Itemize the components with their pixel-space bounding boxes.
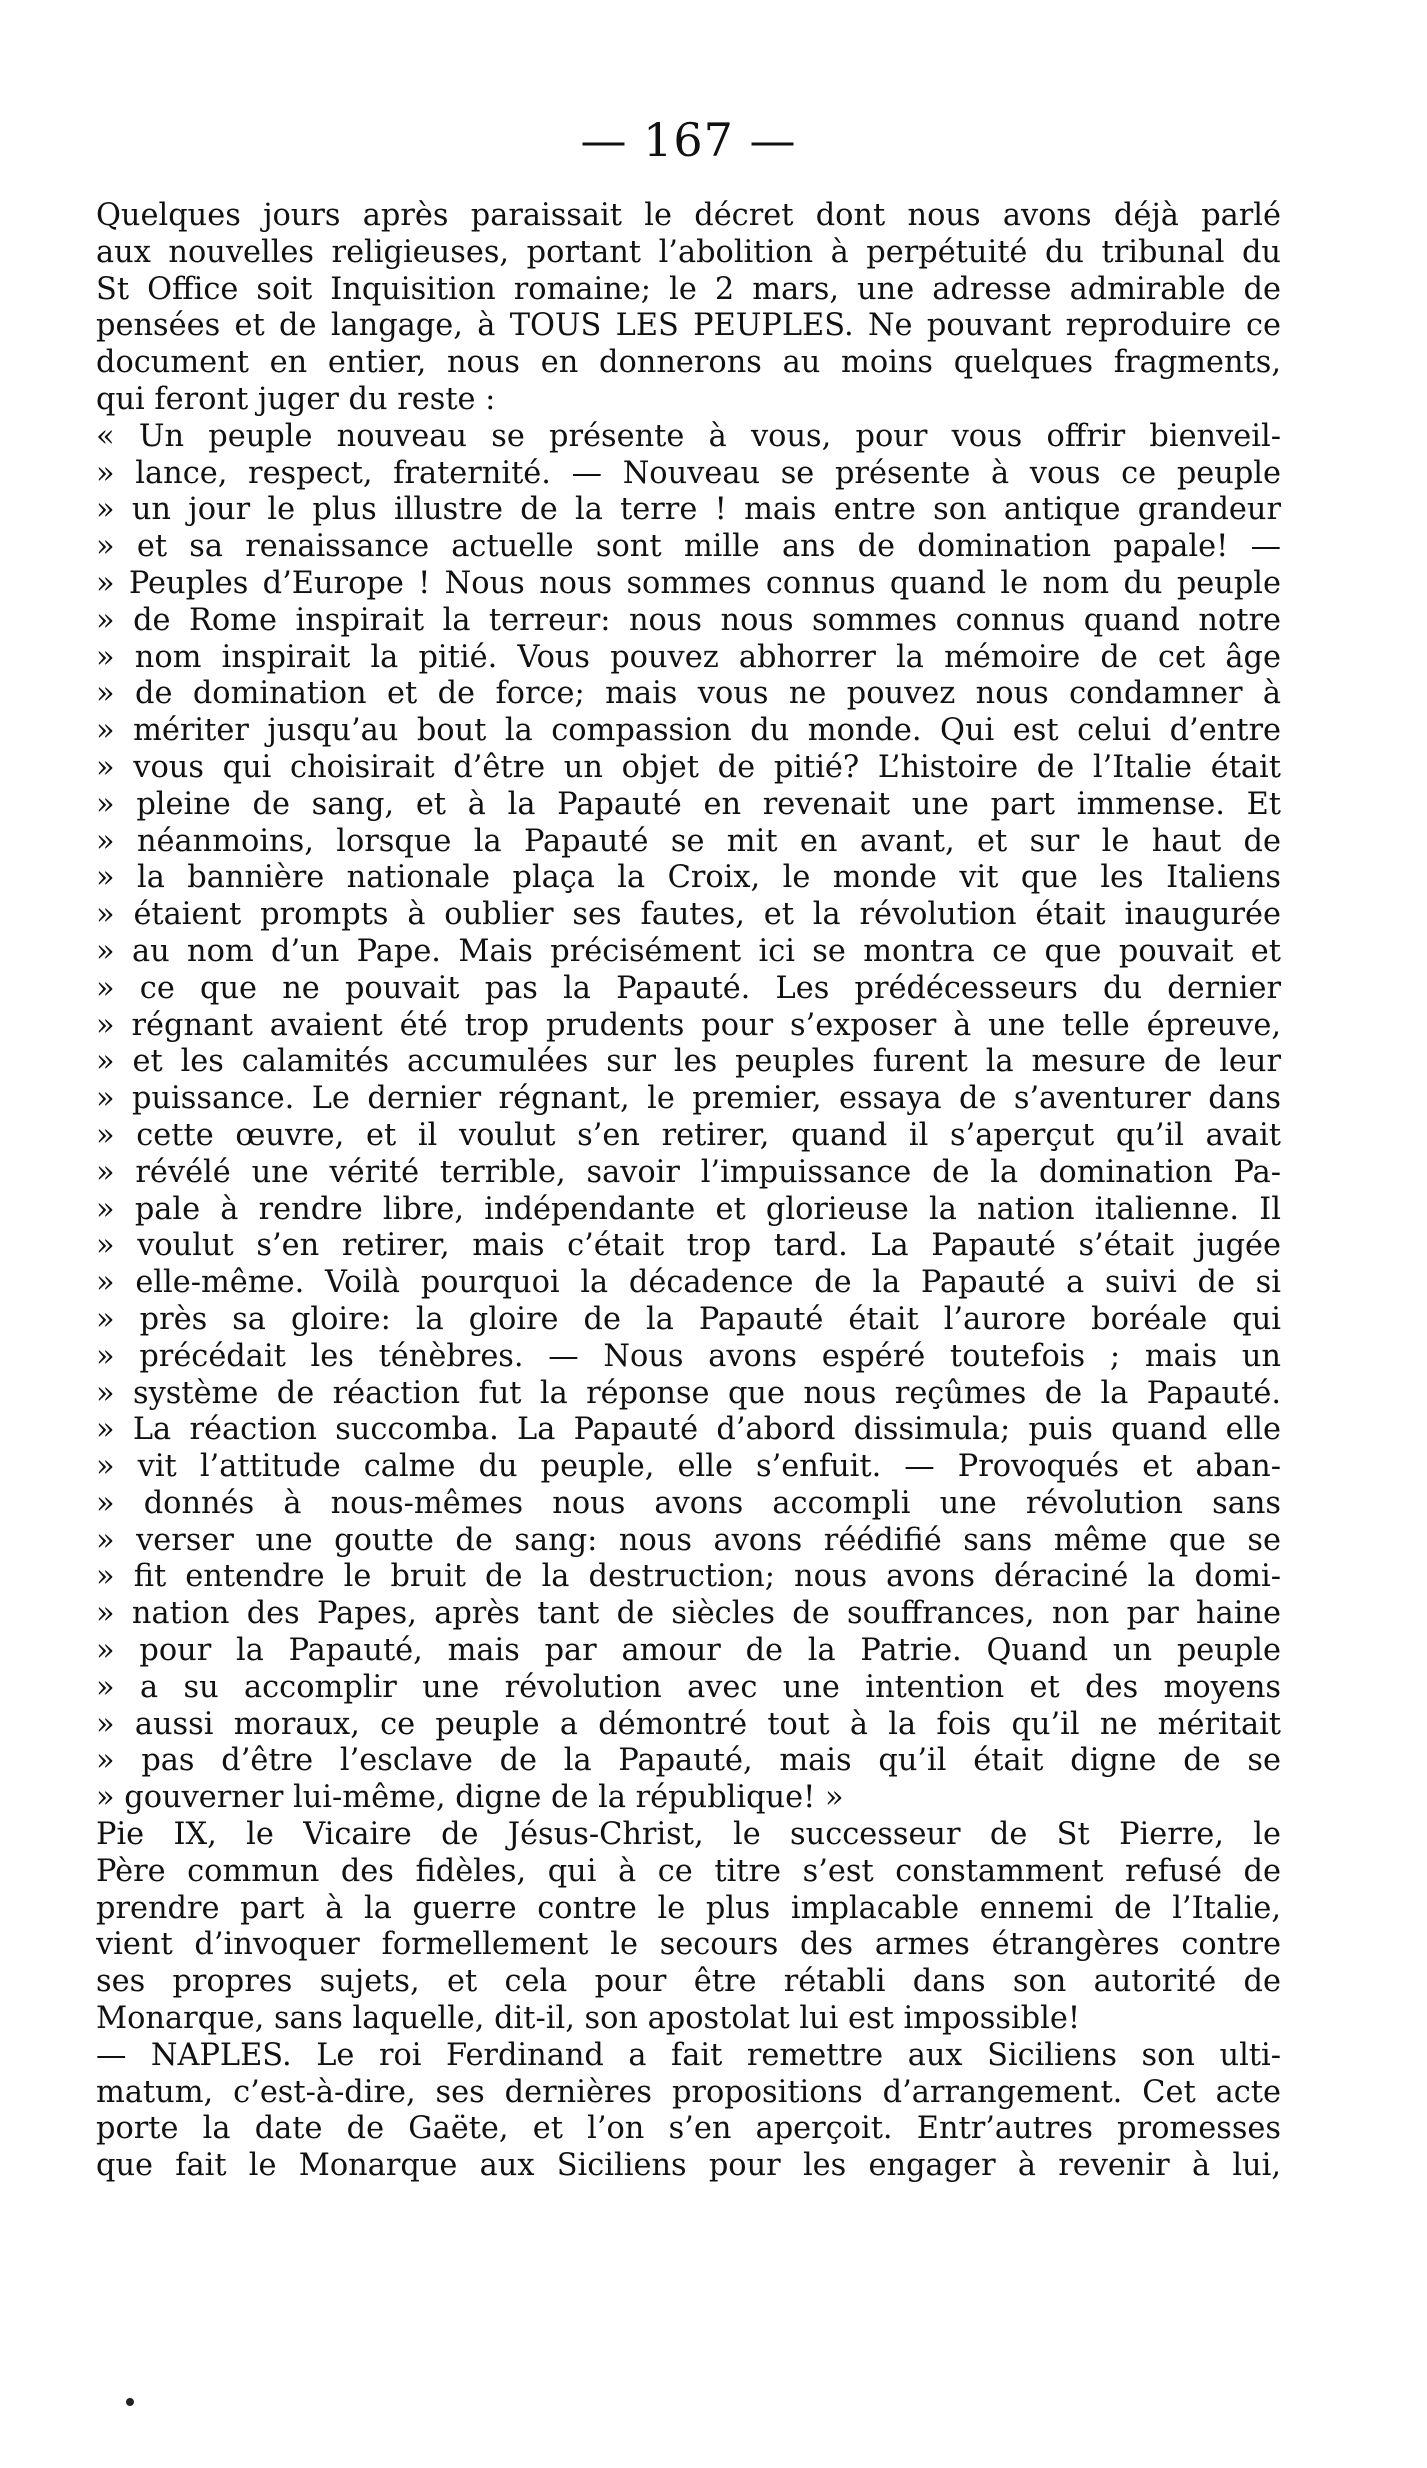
text-line: » pleine de sang, et à la Papauté en revenait une part immense. Et [96, 786, 1281, 822]
text-line: Quelques jours après paraissait le décret dont nous avons déjà parlé [96, 198, 1281, 233]
text-line: prendre part à la guerre contre le plus implacable ennemi de l’Italie, [96, 1890, 1281, 1926]
text-line: vient d’invoquer formellement le secours des armes étrangères contre [96, 1927, 1281, 1963]
text-line: St Office soit Inquisition romaine; le 2 mars, une adresse admirable de [96, 271, 1281, 307]
text-line: matum, c’est-à-dire, ses dernières propositions d’arrangement. Cet acte [96, 2074, 1281, 2110]
text-line: » pale à rendre libre, indépendante et glorieuse la nation italienne. Il [96, 1191, 1281, 1227]
text-line: pensées et de langage, à TOUS LES PEUPLES. Ne pouvant reproduire ce [96, 308, 1281, 344]
body-text [96, 198, 1281, 2185]
text-line: » ce que ne pouvait pas la Papauté. Les prédécesseurs du dernier [96, 970, 1281, 1006]
text-line: » aussi moraux, ce peuple a démontré tout à la fois qu’il ne méritait [96, 1706, 1281, 1742]
text-line: » près sa gloire: la gloire de la Papauté était l’aurore boréale qui [96, 1301, 1281, 1337]
text-line: « Un peuple nouveau se présente à vous, pour vous offrir bienveil- [96, 418, 1281, 454]
text-line: » puissance. Le dernier régnant, le premier, essaya de s’aventurer dans [96, 1081, 1281, 1117]
text-line: » et les calamités accumulées sur les peuples furent la mesure de leur [96, 1044, 1281, 1080]
text-line: » un jour le plus illustre de la terre ! mais entre son antique grandeur [96, 492, 1281, 528]
text-line: » mériter jusqu’au bout la compassion du monde. Qui est celui d’entre [96, 713, 1281, 749]
text-line: » au nom d’un Pape. Mais précisément ici se montra ce que pouvait et [96, 933, 1281, 969]
text-line: » et sa renaissance actuelle sont mille ans de domination papale! — [96, 529, 1281, 565]
text-line: » vit l’attitude calme du peuple, elle s’enfuit. — Provoqués et aban- [96, 1449, 1281, 1485]
text-line: » Peuples d’Europe ! Nous nous sommes connus quand le nom du peuple [96, 565, 1281, 601]
page-number: — 167 — [580, 113, 797, 167]
text-line: » verser une goutte de sang: nous avons réédifié sans même que se [96, 1522, 1281, 1558]
text-line: Pie IX, le Vicaire de Jésus-Christ, le successeur de St Pierre, le [96, 1817, 1281, 1853]
text-line: » de domination et de force; mais vous ne pouvez nous condamner à [96, 676, 1281, 712]
text-line: Père commun des fidèles, qui à ce titre s’est constamment refusé de [96, 1853, 1281, 1889]
text-line: » révélé une vérité terrible, savoir l’impuissance de la domination Pa- [96, 1154, 1281, 1190]
text-line: » cette œuvre, et il voulut s’en retirer, quand il s’aperçut qu’il avait [96, 1117, 1281, 1153]
text-line: ses propres sujets, et cela pour être rétabli dans son autorité de [96, 1964, 1281, 2000]
text-line: » pas d’être l’esclave de la Papauté, mais qu’il était digne de se [96, 1743, 1281, 1779]
text-line: » étaient prompts à oublier ses fautes, et la révolution était inaugurée [96, 897, 1281, 933]
text-line: » vous qui choisirait d’être un objet de pitié? L’histoire de l’Italie était [96, 749, 1281, 785]
text-line: aux nouvelles religieuses, portant l’abolition à perpétuité du tribunal du [96, 234, 1281, 270]
text-line: que fait le Monarque aux Siciliens pour les engager à revenir à lui, [96, 2148, 1281, 2184]
text-line: » nom inspirait la pitié. Vous pouvez abhorrer la mémoire de cet âge [96, 639, 1281, 675]
text-line: » la bannière nationale plaça la Croix, le monde vit que les Italiens [96, 860, 1281, 896]
text-line: » donnés à nous-mêmes nous avons accompli une révolution sans [96, 1485, 1281, 1521]
text-line: porte la date de Gaëte, et l’on s’en aperçoit. Entr’autres promesses [96, 2111, 1281, 2147]
ink-speck [126, 2398, 134, 2406]
text-line: » régnant avaient été trop prudents pour s’exposer à une telle épreuve, [96, 1007, 1281, 1043]
text-line: » La réaction succomba. La Papauté d’abord dissimula; puis quand elle [96, 1412, 1281, 1448]
text-line: » elle-même. Voilà pourquoi la décadence de la Papauté a suivi de si [96, 1265, 1281, 1301]
text-line: » nation des Papes, après tant de siècles de souffrances, non par haine [96, 1596, 1281, 1632]
text-line: » a su accomplir une révolution avec une intention et des moyens [96, 1669, 1281, 1705]
text-line: » fit entendre le bruit de la destruction; nous avons déraciné la domi- [96, 1559, 1281, 1595]
document-page [96, 110, 1281, 2185]
text-line: » système de réaction fut la réponse que nous reçûmes de la Papauté. [96, 1375, 1281, 1411]
text-line: document en entier, nous en donnerons au moins quelques fragments, [96, 345, 1281, 381]
text-line: » précédait les ténèbres. — Nous avons espéré toutefois ; mais un [96, 1338, 1281, 1374]
text-line: » pour la Papauté, mais par amour de la Patrie. Quand un peuple [96, 1633, 1281, 1669]
text-line: » de Rome inspirait la terreur: nous nous sommes connus quand notre [96, 602, 1281, 638]
text-line: » lance, respect, fraternité. — Nouveau se présente à vous ce peuple [96, 455, 1281, 491]
text-line: » néanmoins, lorsque la Papauté se mit en avant, et sur le haut de [96, 823, 1281, 859]
text-line: » gouverner lui-même, digne de la république! » [96, 1780, 844, 1816]
text-line: » voulut s’en retirer, mais c’était trop tard. La Papauté s’était jugée [96, 1228, 1281, 1264]
text-line: qui feront juger du reste : [96, 381, 496, 417]
text-line: Monarque, sans laquelle, dit-il, son apostolat lui est impossible! [96, 2001, 1081, 2037]
text-line: — NAPLES. Le roi Ferdinand a fait remettre aux Siciliens son ulti- [96, 2037, 1281, 2073]
